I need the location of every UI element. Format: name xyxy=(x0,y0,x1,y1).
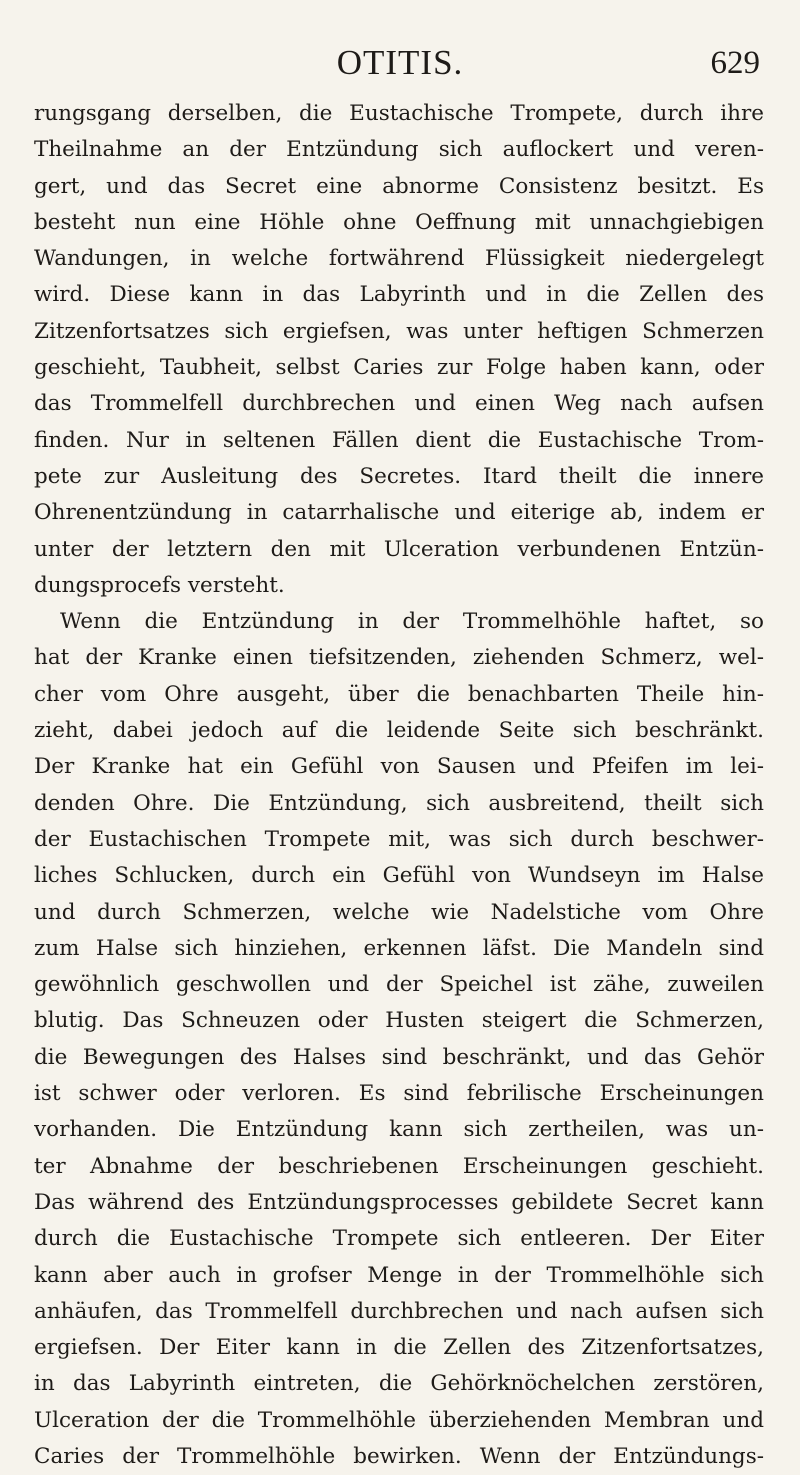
text-line: ergiefsen. Der Eiter kann in die Zellen des Zitzenfortsatzes, xyxy=(34,1335,764,1361)
text-line: Wandungen, in welche fortwährend Flüssigkeit niedergelegt xyxy=(34,246,764,272)
text-line: dungsprocefs versteht. xyxy=(34,572,285,598)
text-line: denden Ohre. Die Entzündung, sich ausbreitend, theilt sich xyxy=(34,790,764,816)
text-line: Ulceration der die Trommelhöhle überziehenden Membran und xyxy=(34,1407,764,1433)
text-line: liches Schlucken, durch ein Gefühl von Wundseyn im Halse xyxy=(34,863,764,889)
text-line: zieht, dabei jedoch auf die leidende Seite sich beschränkt. xyxy=(34,718,764,744)
text-line: Der Kranke hat ein Gefühl von Sausen und Pfeifen im lei- xyxy=(34,754,764,780)
text-line: ter Abnahme der beschriebenen Erscheinungen geschieht. xyxy=(34,1153,764,1179)
text-line: vorhanden. Die Entzündung kann sich zertheilen, was un- xyxy=(34,1117,764,1143)
text-line: gewöhnlich geschwollen und der Speichel ist zähe, zuweilen xyxy=(34,972,764,998)
text-line: das Trommelfell durchbrechen und einen Weg nach aufsen xyxy=(34,391,764,417)
page-number: 629 xyxy=(710,45,760,81)
paragraph-start-line: Wenn die Entzündung in der Trommelhöhle haftet, so xyxy=(60,609,764,635)
text-line: wird. Diese kann in das Labyrinth und in die Zellen des xyxy=(34,282,764,308)
running-head xyxy=(0,40,800,86)
running-head-title: OTITIS. xyxy=(336,43,464,82)
text-line: gert, und das Secret eine abnorme Consistenz besitzt. Es xyxy=(34,173,764,199)
text-line: hat der Kranke einen tiefsitzenden, ziehenden Schmerz, wel- xyxy=(34,645,764,671)
text-line: finden. Nur in seltenen Fällen dient die Eustachische Trom- xyxy=(34,427,764,453)
text-line: und durch Schmerzen, welche wie Nadelstiche vom Ohre xyxy=(34,899,764,925)
text-line: pete zur Ausleitung des Secretes. Itard theilt die innere xyxy=(34,463,764,489)
text-line: Caries der Trommelhöhle bewirken. Wenn der Entzündungs- xyxy=(34,1443,764,1469)
text-line: ist schwer oder verloren. Es sind febrilische Erscheinungen xyxy=(34,1081,764,1107)
body-text xyxy=(34,96,764,1475)
text-line: kann aber auch in grofser Menge in der Trommelhöhle sich xyxy=(34,1262,764,1288)
text-line: rungsgang derselben, die Eustachische Trompete, durch ihre xyxy=(34,101,764,126)
text-line: cher vom Ohre ausgeht, über die benachbarten Theile hin- xyxy=(34,681,764,707)
text-line: unter der letztern den mit Ulceration verbundenen Entzün- xyxy=(34,536,764,562)
text-line: anhäufen, das Trommelfell durchbrechen und nach aufsen sich xyxy=(34,1298,764,1324)
text-line: Theilnahme an der Entzündung sich auflockert und veren- xyxy=(34,137,764,163)
text-line: die Bewegungen des Halses sind beschränkt, und das Gehör xyxy=(34,1044,764,1070)
text-line: geschieht, Taubheit, selbst Caries zur Folge haben kann, oder xyxy=(34,355,764,381)
text-line: Zitzenfortsatzes sich ergiefsen, was unter heftigen Schmerzen xyxy=(34,318,764,344)
text-line: in das Labyrinth eintreten, die Gehörknöchelchen zerstören, xyxy=(34,1371,764,1397)
text-line: Ohrenentzündung in catarrhalische und eiterige ab, indem er xyxy=(34,500,764,526)
text-line: der Eustachischen Trompete mit, was sich durch beschwer- xyxy=(34,826,764,852)
text-line: blutig. Das Schneuzen oder Husten steigert die Schmerzen, xyxy=(34,1008,764,1034)
text-line: Das während des Entzündungsprocesses gebildete Secret kann xyxy=(34,1189,764,1215)
text-line: besteht nun eine Höhle ohne Oeffnung mit unnachgiebigen xyxy=(34,209,764,235)
text-line: zum Halse sich hinziehen, erkennen läfst. Die Mandeln sind xyxy=(34,935,764,961)
text-line: durch die Eustachische Trompete sich entleeren. Der Eiter xyxy=(34,1226,764,1252)
